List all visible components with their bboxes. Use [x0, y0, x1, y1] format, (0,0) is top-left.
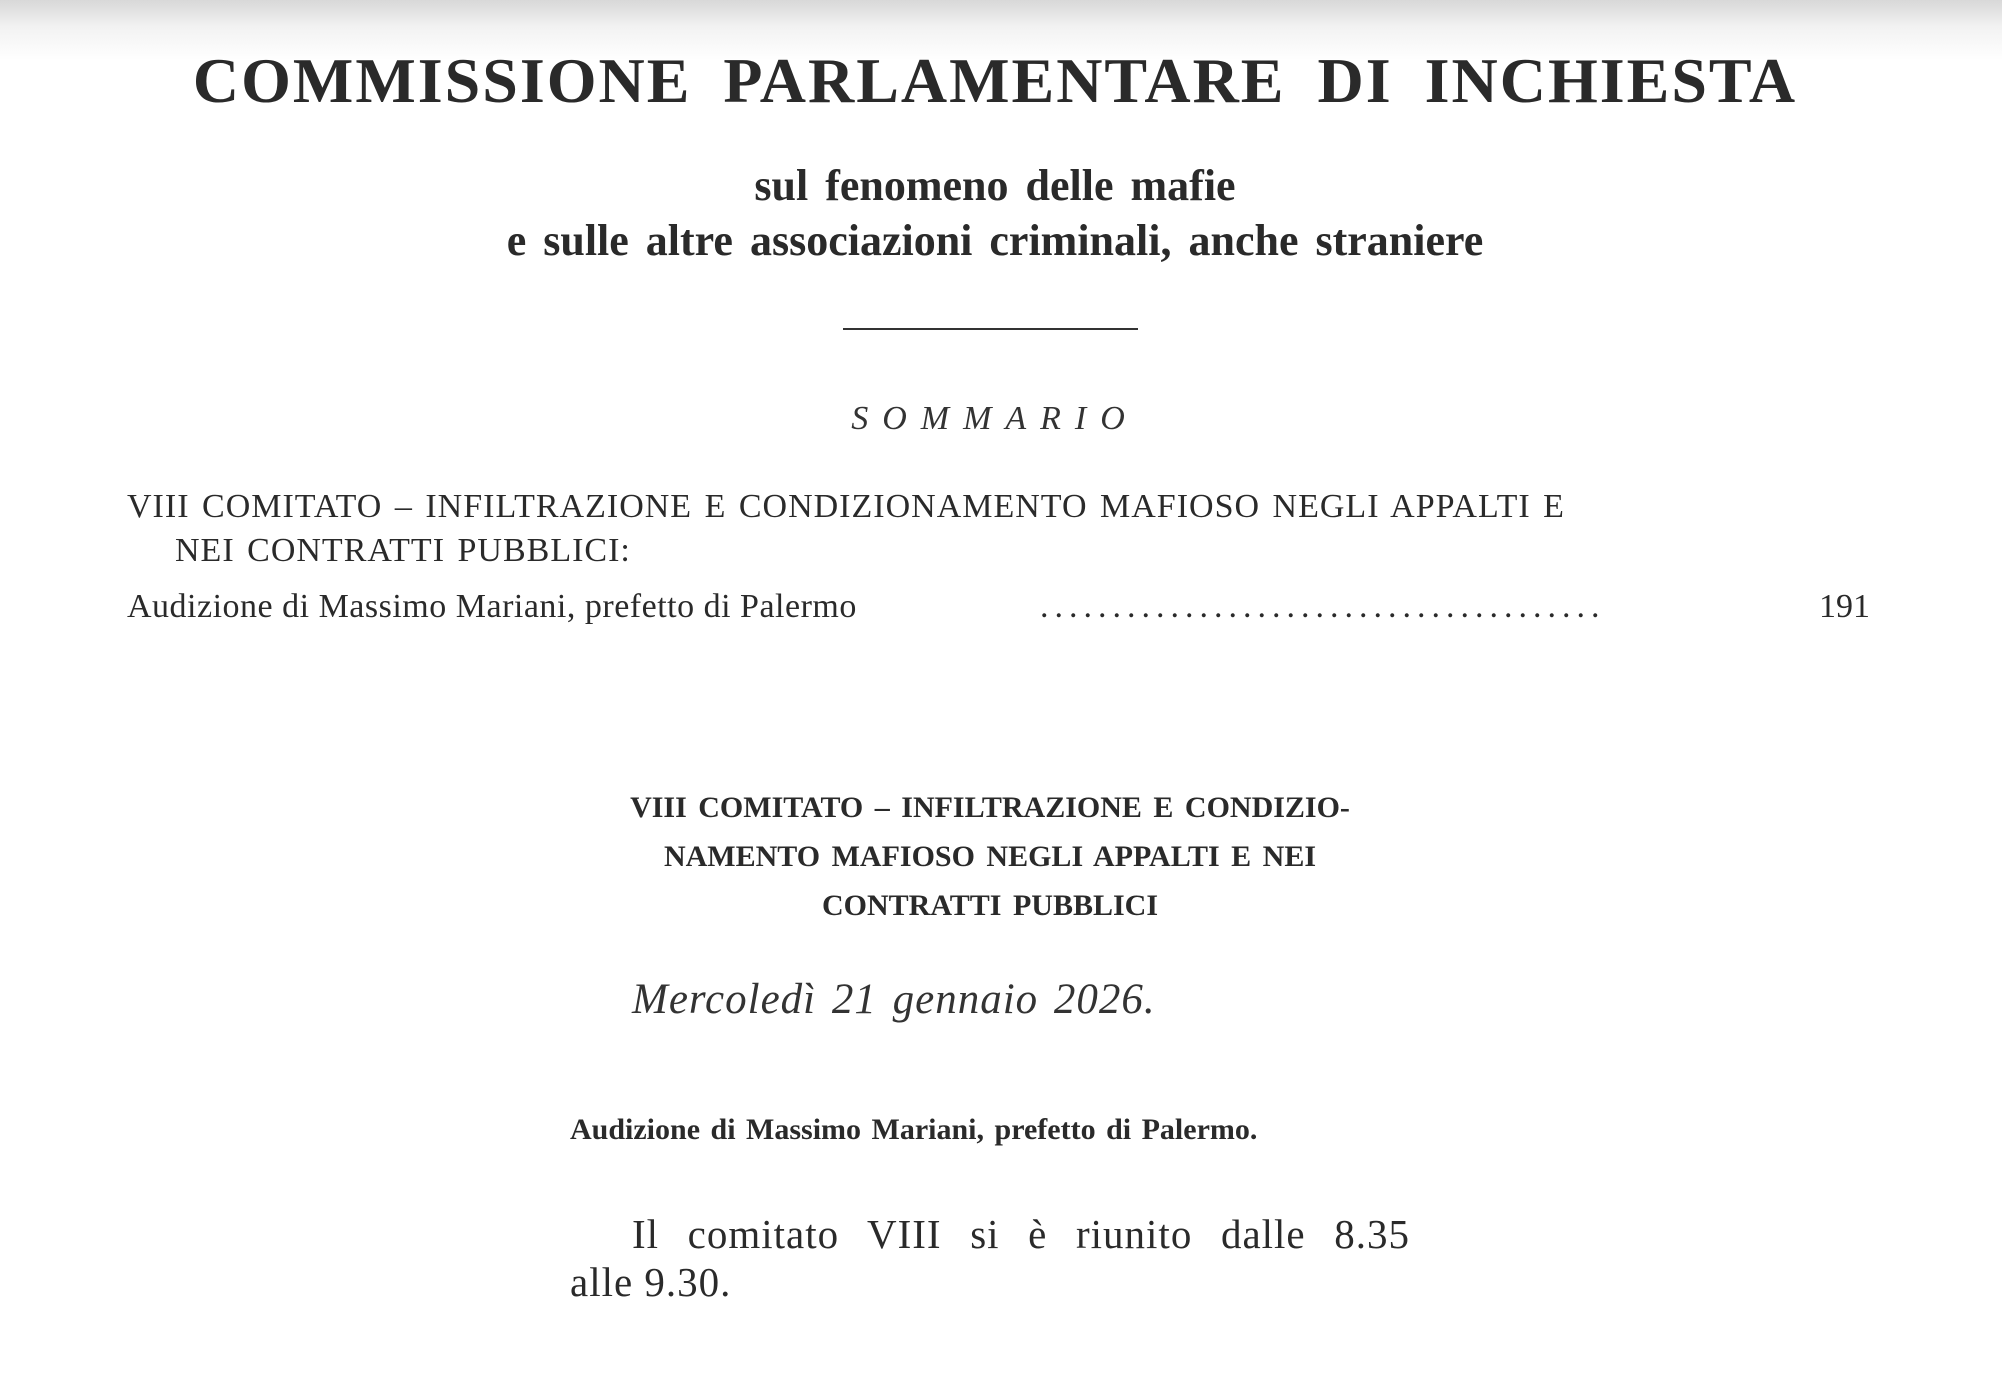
document-subtitle-line-2: e sulle altre associazioni criminali, anche straniere	[506, 216, 1484, 265]
summary-label: SOMMARIO	[851, 400, 1139, 437]
document-title: COMMISSIONE PARLAMENTARE DI INCHIESTA	[192, 45, 1798, 116]
section-heading-line-2: NAMENTO MAFIOSO NEGLI APPALTI E NEI	[663, 840, 1317, 873]
body-line-2: alle 9.30.	[570, 1259, 732, 1305]
summary-entry-text[interactable]: Audizione di Massimo Mariani, prefetto di Palermo	[127, 588, 857, 625]
summary-heading-line-2: NEI CONTRATTI PUBBLICI:	[175, 532, 631, 569]
summary-committee-heading	[127, 485, 1727, 573]
session-body-paragraph	[570, 1210, 1410, 1306]
summary-entry-page-number[interactable]: 191	[1819, 588, 1870, 625]
title-divider	[843, 328, 1138, 330]
summary-entry-leader: .......................................	[1040, 588, 1606, 625]
section-heading-line-1: VIII COMITATO – INFILTRAZIONE E CONDIZIO-	[630, 791, 1350, 824]
session-date: Mercoledì 21 gennaio 2026.	[632, 976, 1156, 1023]
section-heading-line-3: CONTRATTI PUBBLICI	[821, 889, 1158, 922]
hearing-title: Audizione di Massimo Mariani, prefetto di Palermo.	[570, 1113, 1258, 1146]
section-heading	[560, 783, 1420, 930]
body-line-1: Il comitato VIII si è riunito dalle 8.35	[632, 1211, 1410, 1257]
summary-heading-line-1: VIII COMITATO – INFILTRAZIONE E CONDIZIONAMENTO MAFIOSO NEGLI APPALTI E	[127, 488, 1565, 525]
document-subtitle-line-1: sul fenomeno delle mafie	[754, 161, 1236, 210]
